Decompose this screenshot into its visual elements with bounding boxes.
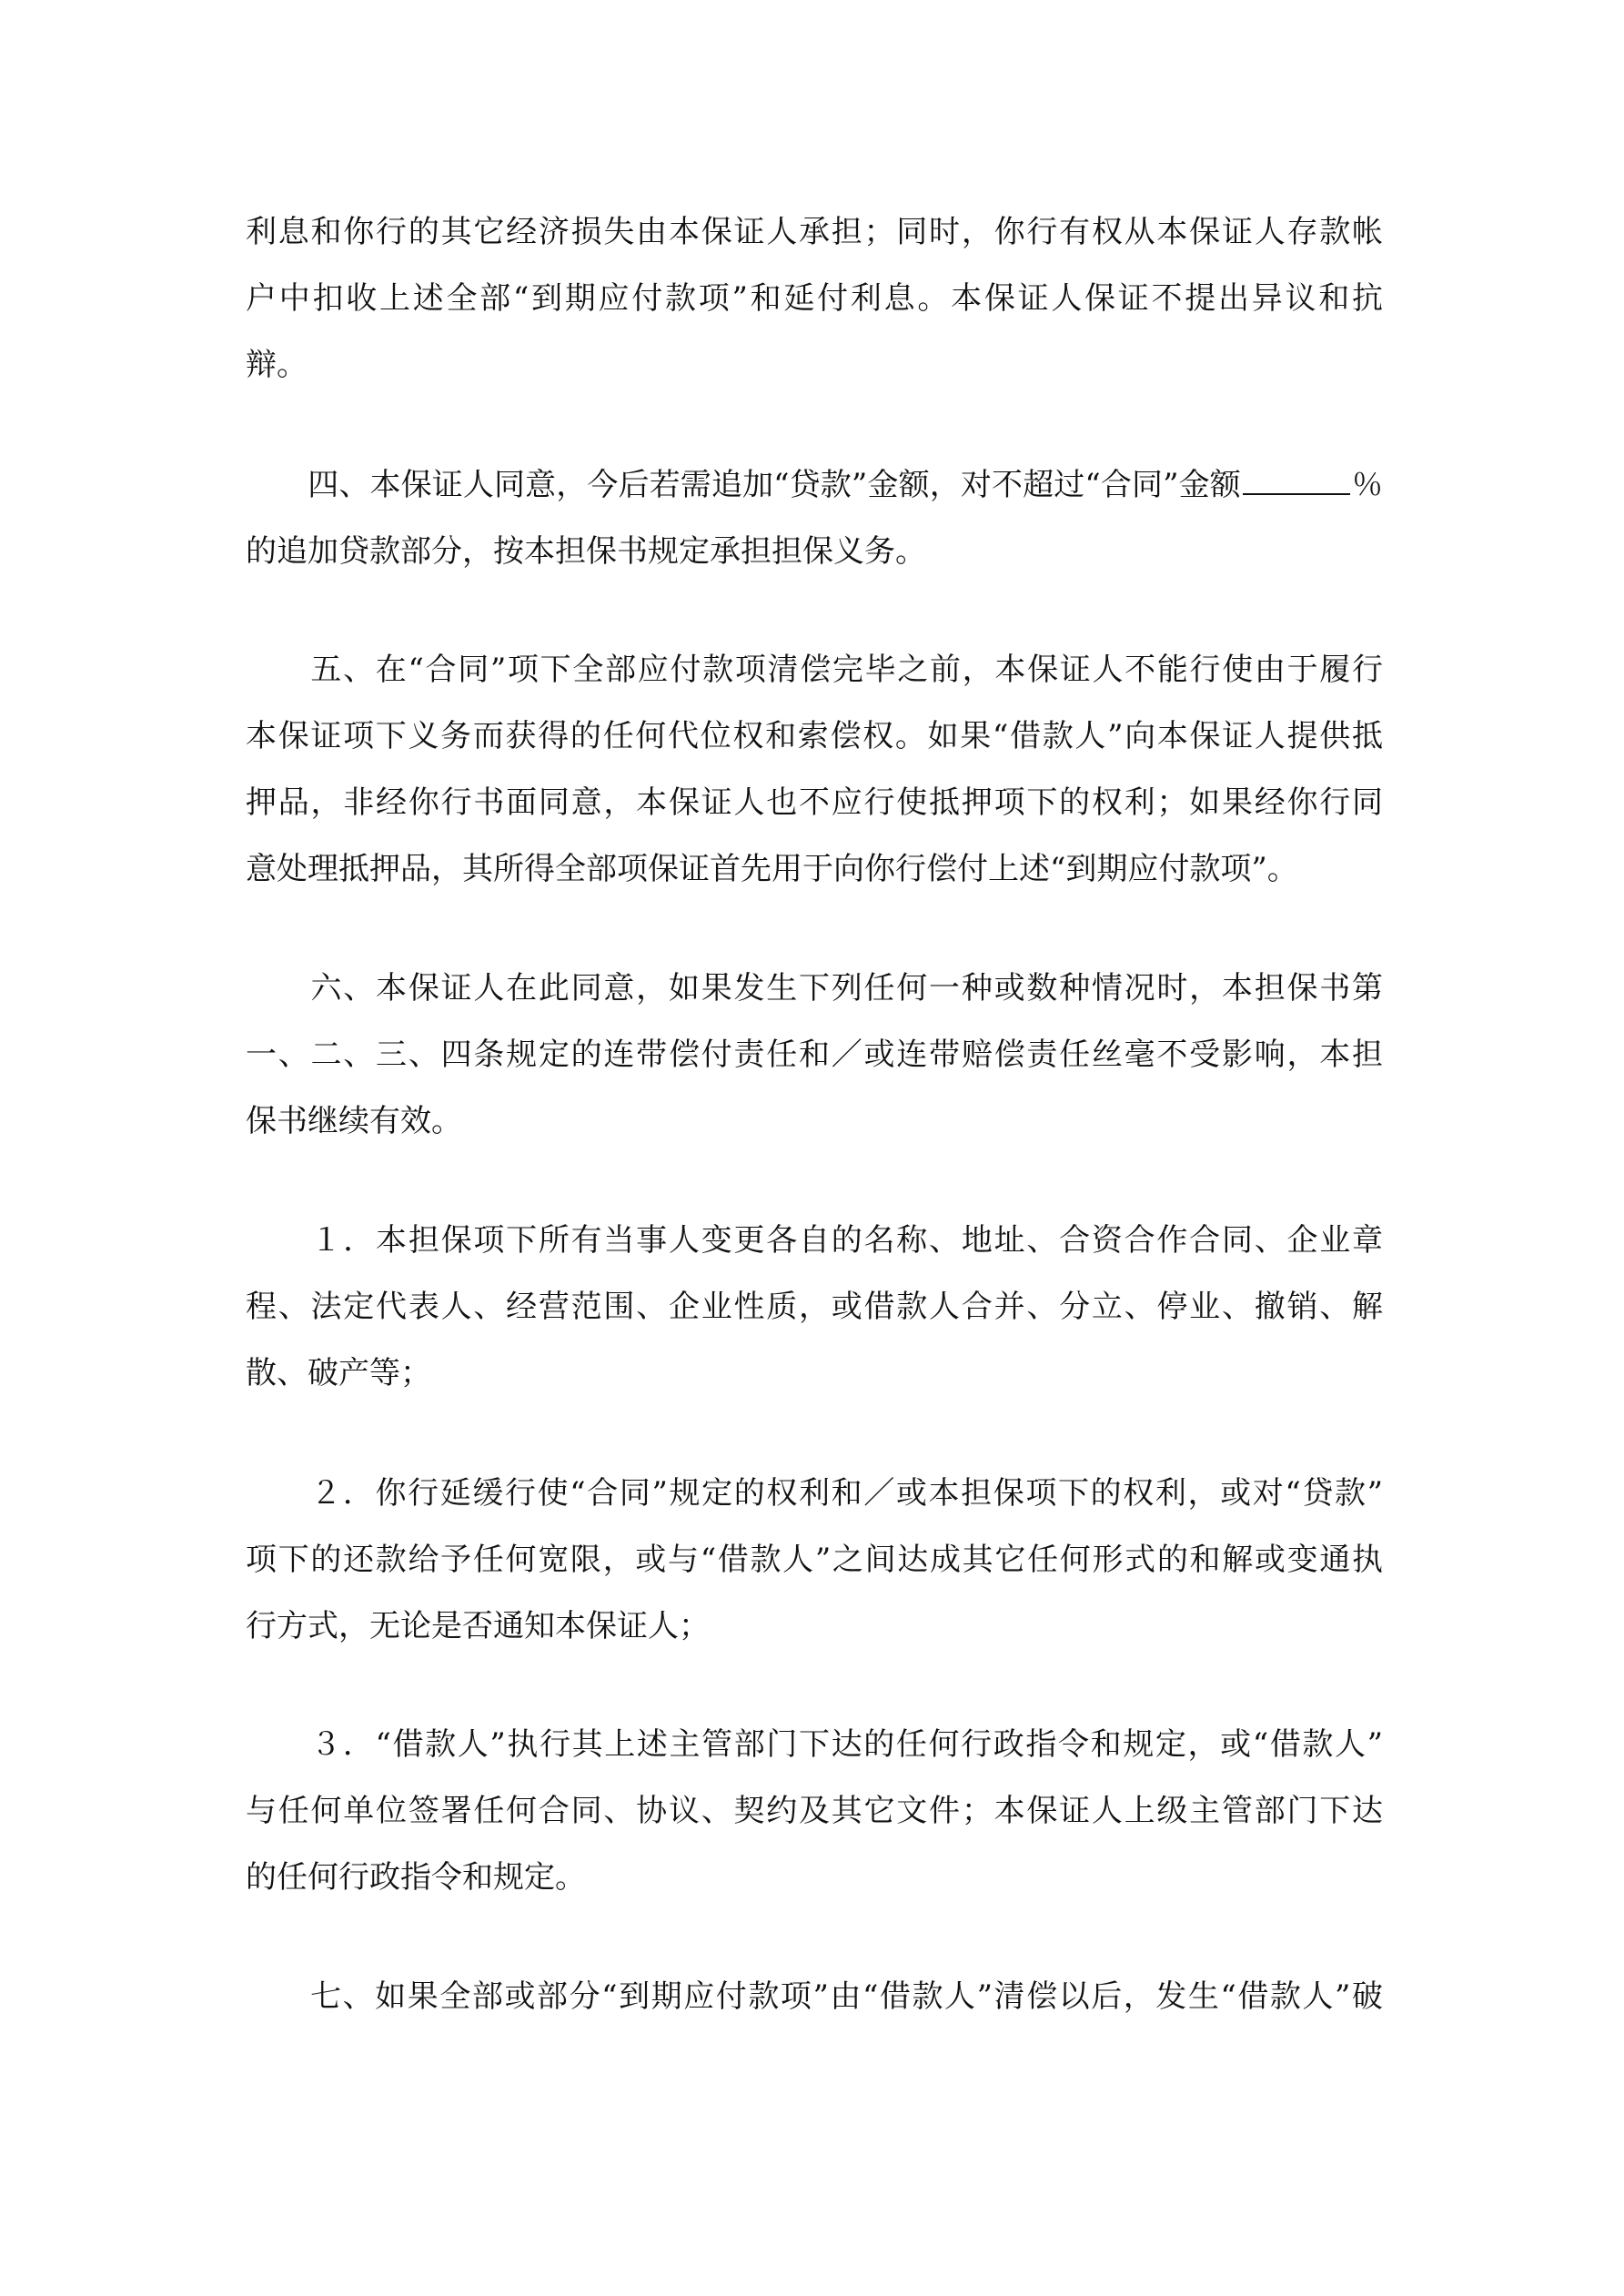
text-line: 押品，非经你行书面同意，本保证人也不应行使抵押项下的权利；如果经你行同 [246,784,1383,821]
text-line: 五、在“合同”项下全部应付款项清偿完毕之前，本保证人不能行使由于履行 [246,652,1383,688]
text-line: 的追加贷款部分，按本担保书规定承担担保义务。 [246,533,926,570]
text-line: 七、如果全部或部分“到期应付款项”由“借款人”清偿以后，发生“借款人”破 [246,1978,1383,2015]
percent-sign: ％ [1351,467,1384,503]
text-line: 辩。 [246,347,308,383]
text-line: 程、法定代表人、经营范围、企业性质，或借款人合并、分立、停业、撤销、解 [246,1289,1383,1325]
text-line: ２．你行延缓行使“合同”规定的权利和／或本担保项下的权利，或对“贷款” [246,1475,1383,1512]
text-fragment: 四、本保证人同意，今后若需追加“贷款”金额，对不超过“合同”金额 [246,467,1241,503]
text-line: 六、本保证人在此同意，如果发生下列任何一种或数种情况时，本担保书第 [246,970,1383,1006]
text-line: 的任何行政指令和规定。 [246,1859,586,1896]
text-line: 与任何单位签署任何合同、协议、契约及其它文件；本保证人上级主管部门下达 [246,1793,1383,1829]
text-line: 利息和你行的其它经济损失由本保证人承担；同时，你行有权从本保证人存款帐 [246,214,1383,250]
text-line: 行方式，无论是否通知本保证人； [246,1608,710,1644]
fill-in-blank [1243,466,1350,495]
text-line: ３．“借款人”执行其上述主管部门下达的任何行政指令和规定，或“借款人” [246,1726,1383,1763]
text-line: 项下的还款给予任何宽限，或与“借款人”之间达成其它任何形式的和解或变通执 [246,1542,1383,1578]
text-line [246,458,1383,512]
text-line: 保书继续有效。 [246,1103,462,1139]
text-line: １．本担保项下所有当事人变更各自的名称、地址、合资合作合同、企业章 [246,1222,1383,1259]
text-line: 本保证项下义务而获得的任何代位权和索偿权。如果“借款人”向本保证人提供抵 [246,718,1383,754]
text-line: 意处理抵押品，其所得全部项保证首先用于向你行偿付上述“到期应付款项”。 [246,851,1298,887]
text-line: 散、破产等； [246,1355,431,1391]
text-line: 户中扣收上述全部“到期应付款项”和延付利息。本保证人保证不提出异议和抗 [246,280,1383,317]
text-line: 一、二、三、四条规定的连带偿付责任和／或连带赔偿责任丝毫不受影响，本担 [246,1037,1383,1073]
